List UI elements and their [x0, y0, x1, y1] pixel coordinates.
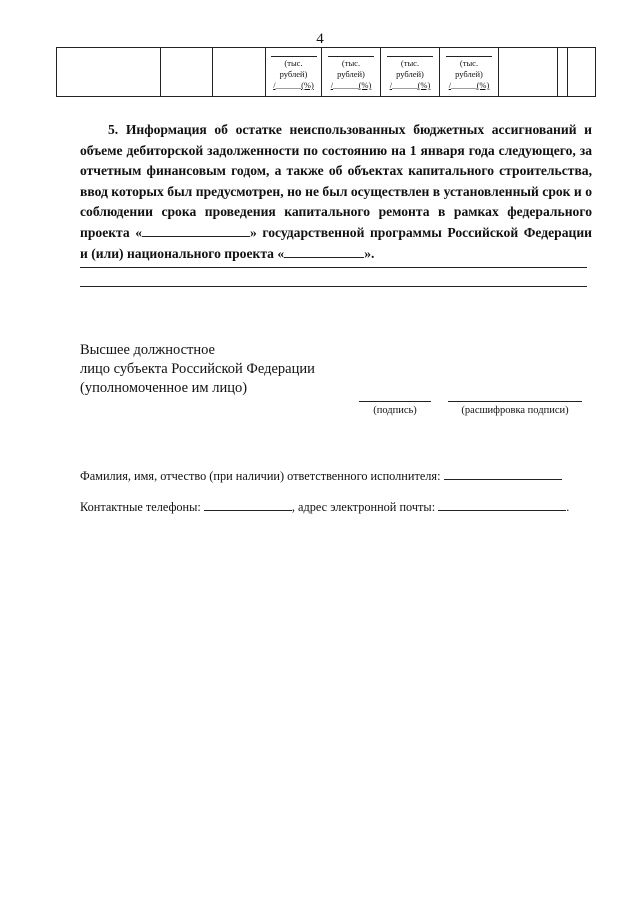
unit-line1: (тыс.: [341, 58, 361, 68]
unit-cell: [266, 48, 322, 97]
phone-field[interactable]: [204, 498, 292, 511]
signer-title: Высшее должностное лицо субъекта Российской Федерации (уполномоченное им лицо): [80, 342, 315, 396]
unit-line2: рублей): [455, 69, 483, 79]
section-5-paragraph: [80, 120, 592, 264]
table-cell: [213, 48, 266, 97]
section-text-end: ».: [364, 245, 375, 261]
unit-line1: (тыс.: [459, 58, 479, 68]
table-cell: [499, 48, 558, 97]
unit-cell: [381, 48, 440, 97]
unit-line1: (тыс.: [284, 58, 303, 68]
answer-line[interactable]: [80, 267, 587, 268]
responsible-label: Фамилия, имя, отчество (при наличии) ответственного исполнителя:: [80, 469, 441, 483]
phones-label: Контактные телефоны:: [80, 500, 201, 514]
unit-percent: /______(%): [389, 80, 431, 90]
national-project-blank[interactable]: [284, 245, 364, 258]
table-cell: [161, 48, 213, 97]
email-label: , адрес электронной почты:: [291, 500, 436, 514]
federal-project-blank[interactable]: [142, 224, 250, 237]
signature-caption: (подпись): [373, 405, 417, 416]
signature-line[interactable]: [359, 401, 431, 402]
decode-signature-caption: (расшифровка подписи): [461, 405, 569, 416]
unit-cell: [440, 48, 499, 97]
table-cell: [568, 48, 596, 97]
unit-percent: /______(%): [330, 80, 372, 90]
responsible-executor-field[interactable]: [444, 467, 562, 480]
answer-line[interactable]: [80, 286, 587, 287]
decode-signature-line[interactable]: [448, 401, 582, 402]
unit-line1: (тыс.: [400, 58, 420, 68]
responsible-executor-row: [80, 467, 592, 484]
contacts-row: Контактные телефоны: , адрес электронной почты: .: [80, 500, 570, 514]
table-cell: [57, 48, 161, 97]
unit-percent: /______(%): [448, 80, 490, 90]
report-table-fragment: [56, 47, 596, 97]
unit-line2: рублей): [279, 69, 308, 79]
unit-cell: [322, 48, 381, 97]
email-field[interactable]: [438, 498, 566, 511]
section-text: Информация об остатке неиспользованных бюджетных ассигнований и объеме дебиторской задолженности по состоянию на 1 января года следующего, за отчетным финансовым годом, а также об объектах капитального строительства, ввод которых был предусмотрен, но не был осуществлен в установленный срок и о соблюдении срока проведения капитального ремонта в рамках федерального проекта «: [80, 122, 592, 240]
page-number: 4: [316, 31, 324, 47]
section-number: 5.: [108, 122, 119, 137]
unit-line2: рублей): [337, 69, 365, 79]
unit-line2: рублей): [396, 69, 424, 79]
table-cell: [558, 48, 568, 97]
unit-percent: /______(%): [273, 80, 314, 90]
section-text-mid: » государственной программы Российской Федерации и (или) национального проекта «: [80, 224, 592, 261]
